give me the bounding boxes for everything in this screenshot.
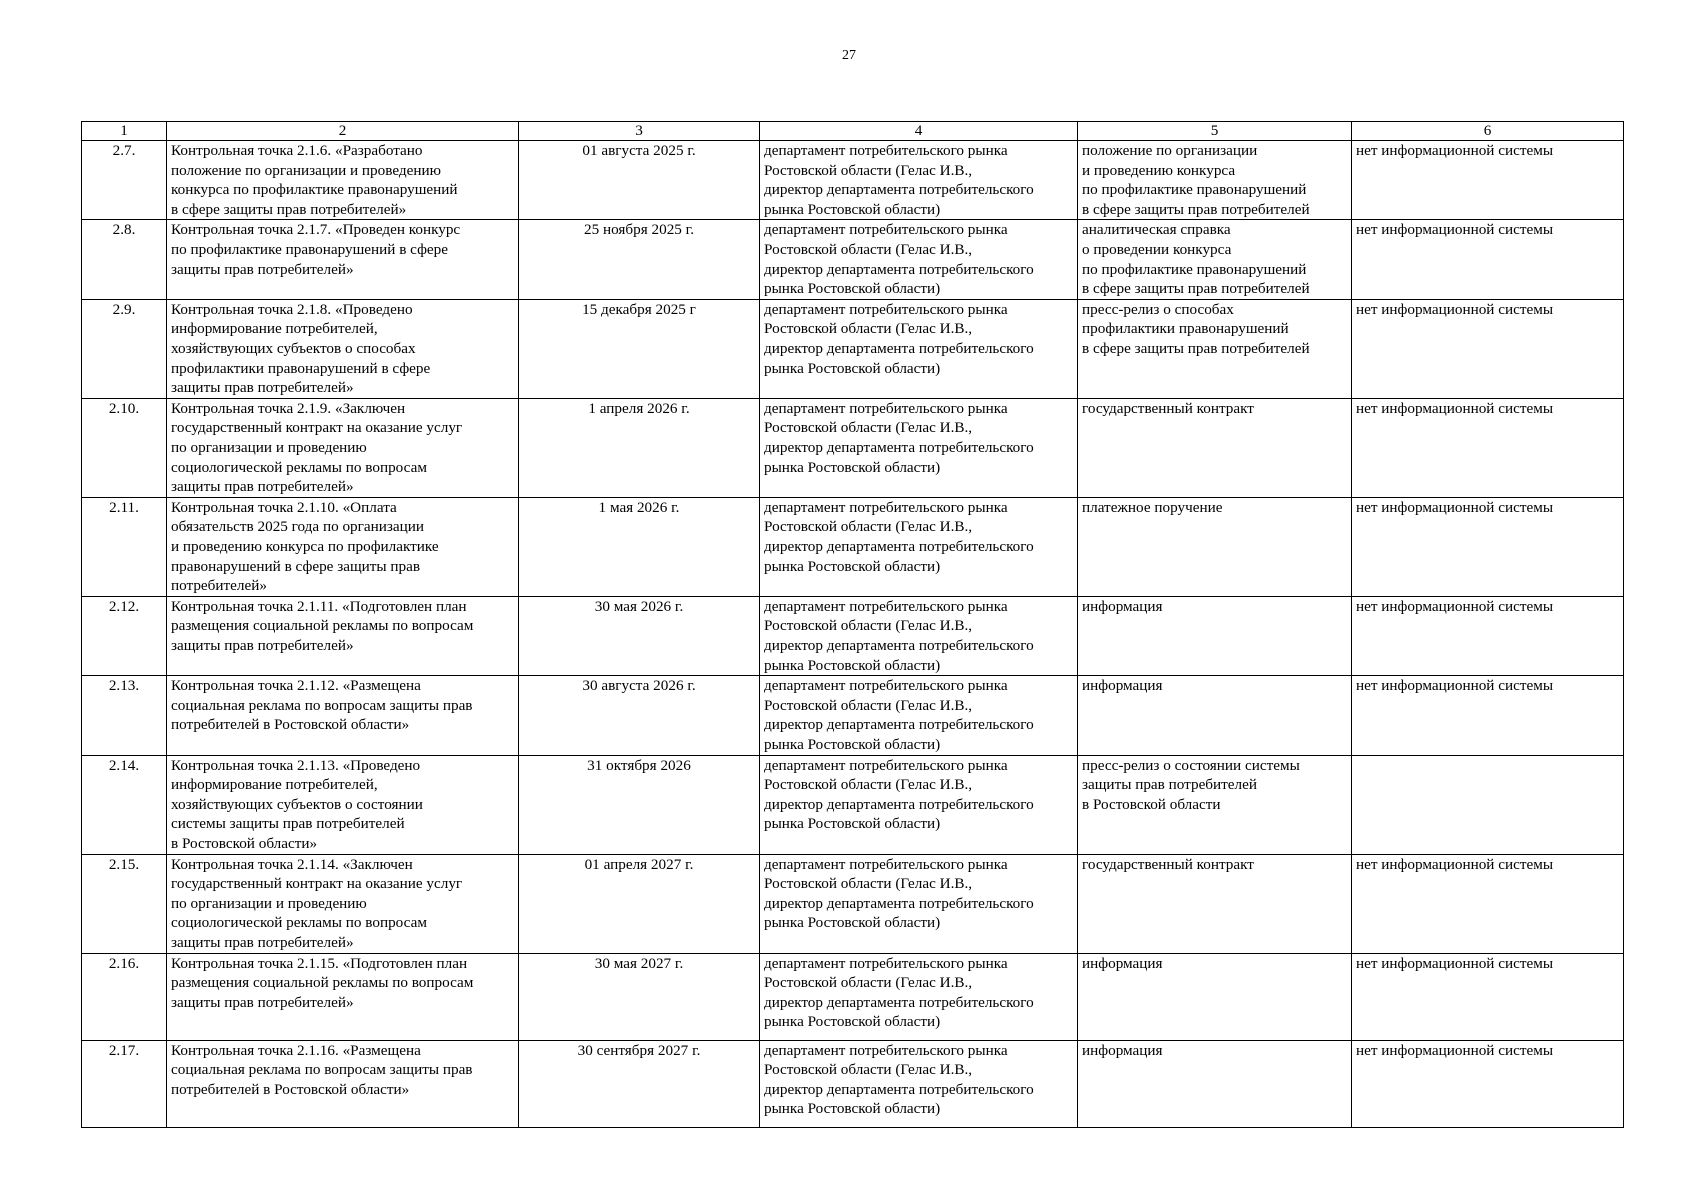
responsible-cell: департамент потребительского рынка Ростовской области (Гелас И.В., директор департамента потребительского рынка Ростовской области)	[760, 299, 1078, 398]
control-point-cell: Контрольная точка 2.1.14. «Заключен государственный контракт на оказание услуг по организации и проведению социологической рекламы по вопросам защиты прав потребителей»	[167, 854, 519, 953]
row-number: 2.13.	[82, 676, 167, 755]
deadline-cell: 15 декабря 2025 г	[519, 299, 760, 398]
table-row	[82, 299, 1624, 398]
control-point-cell: Контрольная точка 2.1.6. «Разработано положение по организации и проведению конкурса по профилактике правонарушений в сфере защиты прав потребителей»	[167, 141, 519, 220]
document-cell: государственный контракт	[1078, 854, 1352, 953]
row-number: 2.14.	[82, 755, 167, 854]
column-header: 6	[1352, 122, 1624, 141]
deadline-cell: 01 апреля 2027 г.	[519, 854, 760, 953]
row-number: 2.16.	[82, 953, 167, 1040]
deadline-cell: 01 августа 2025 г.	[519, 141, 760, 220]
document-cell: информация	[1078, 596, 1352, 675]
deadline-cell: 1 апреля 2026 г.	[519, 398, 760, 497]
responsible-cell: департамент потребительского рынка Ростовской области (Гелас И.В., директор департамента потребительского рынка Ростовской области)	[760, 141, 1078, 220]
control-point-cell: Контрольная точка 2.1.7. «Проведен конкурс по профилактике правонарушений в сфере защиты прав потребителей»	[167, 220, 519, 299]
info-system-cell: нет информационной системы	[1352, 1040, 1624, 1127]
row-number: 2.9.	[82, 299, 167, 398]
column-header: 5	[1078, 122, 1352, 141]
control-point-cell: Контрольная точка 2.1.16. «Размещена социальная реклама по вопросам защиты прав потребителей в Ростовской области»	[167, 1040, 519, 1127]
document-cell: положение по организации и проведению конкурса по профилактике правонарушений в сфере защиты прав потребителей	[1078, 141, 1352, 220]
document-cell: платежное поручение	[1078, 497, 1352, 596]
responsible-cell: департамент потребительского рынка Ростовской области (Гелас И.В., директор департамента потребительского рынка Ростовской области)	[760, 953, 1078, 1040]
table-row	[82, 398, 1624, 497]
control-point-cell: Контрольная точка 2.1.12. «Размещена социальная реклама по вопросам защиты прав потребителей в Ростовской области»	[167, 676, 519, 755]
responsible-cell: департамент потребительского рынка Ростовской области (Гелас И.В., директор департамента потребительского рынка Ростовской области)	[760, 220, 1078, 299]
document-cell: информация	[1078, 1040, 1352, 1127]
control-point-cell: Контрольная точка 2.1.9. «Заключен государственный контракт на оказание услуг по организации и проведению социологической рекламы по вопросам защиты прав потребителей»	[167, 398, 519, 497]
info-system-cell: нет информационной системы	[1352, 854, 1624, 953]
document-cell: государственный контракт	[1078, 398, 1352, 497]
info-system-cell: нет информационной системы	[1352, 596, 1624, 675]
table-row	[82, 141, 1624, 220]
table-row	[82, 1040, 1624, 1127]
responsible-cell: департамент потребительского рынка Ростовской области (Гелас И.В., директор департамента потребительского рынка Ростовской области)	[760, 1040, 1078, 1127]
responsible-cell: департамент потребительского рынка Ростовской области (Гелас И.В., директор департамента потребительского рынка Ростовской области)	[760, 596, 1078, 675]
row-number: 2.15.	[82, 854, 167, 953]
table-row	[82, 755, 1624, 854]
page-number: 27	[842, 48, 856, 63]
table-header	[82, 122, 1624, 141]
table-body	[82, 141, 1624, 1128]
row-number: 2.12.	[82, 596, 167, 675]
document-cell: пресс-релиз о состоянии системы защиты прав потребителей в Ростовской области	[1078, 755, 1352, 854]
deadline-cell: 30 мая 2027 г.	[519, 953, 760, 1040]
control-point-cell: Контрольная точка 2.1.15. «Подготовлен план размещения социальной рекламы по вопросам защиты прав потребителей»	[167, 953, 519, 1040]
table-row	[82, 953, 1624, 1040]
control-points-table	[81, 121, 1624, 1128]
info-system-cell: нет информационной системы	[1352, 497, 1624, 596]
column-header: 2	[167, 122, 519, 141]
column-header: 1	[82, 122, 167, 141]
row-number: 2.11.	[82, 497, 167, 596]
info-system-cell: нет информационной системы	[1352, 141, 1624, 220]
document-cell: пресс-релиз о способах профилактики правонарушений в сфере защиты прав потребителей	[1078, 299, 1352, 398]
row-number: 2.10.	[82, 398, 167, 497]
responsible-cell: департамент потребительского рынка Ростовской области (Гелас И.В., директор департамента потребительского рынка Ростовской области)	[760, 497, 1078, 596]
info-system-cell: нет информационной системы	[1352, 299, 1624, 398]
control-point-cell: Контрольная точка 2.1.8. «Проведено информирование потребителей, хозяйствующих субъектов о способах профилактики правонарушений в сфере защиты прав потребителей»	[167, 299, 519, 398]
column-number-row	[82, 122, 1624, 141]
document-cell: аналитическая справка о проведении конкурса по профилактике правонарушений в сфере защиты прав потребителей	[1078, 220, 1352, 299]
info-system-cell	[1352, 755, 1624, 854]
info-system-cell: нет информационной системы	[1352, 398, 1624, 497]
row-number: 2.17.	[82, 1040, 167, 1127]
table-row	[82, 854, 1624, 953]
document-cell: информация	[1078, 676, 1352, 755]
responsible-cell: департамент потребительского рынка Ростовской области (Гелас И.В., директор департамента потребительского рынка Ростовской области)	[760, 398, 1078, 497]
info-system-cell: нет информационной системы	[1352, 953, 1624, 1040]
deadline-cell: 30 сентября 2027 г.	[519, 1040, 760, 1127]
info-system-cell: нет информационной системы	[1352, 676, 1624, 755]
control-point-cell: Контрольная точка 2.1.13. «Проведено информирование потребителей, хозяйствующих субъектов о состоянии системы защиты прав потребителей в Ростовской области»	[167, 755, 519, 854]
table-row	[82, 497, 1624, 596]
document-cell: информация	[1078, 953, 1352, 1040]
responsible-cell: департамент потребительского рынка Ростовской области (Гелас И.В., директор департамента потребительского рынка Ростовской области)	[760, 854, 1078, 953]
row-number: 2.8.	[82, 220, 167, 299]
deadline-cell: 1 мая 2026 г.	[519, 497, 760, 596]
deadline-cell: 30 августа 2026 г.	[519, 676, 760, 755]
row-number: 2.7.	[82, 141, 167, 220]
deadline-cell: 25 ноября 2025 г.	[519, 220, 760, 299]
table-row	[82, 596, 1624, 675]
control-point-cell: Контрольная точка 2.1.10. «Оплата обязательств 2025 года по организации и проведению конкурса по профилактике правонарушений в сфере защиты прав потребителей»	[167, 497, 519, 596]
column-header: 4	[760, 122, 1078, 141]
deadline-cell: 30 мая 2026 г.	[519, 596, 760, 675]
deadline-cell: 31 октября 2026	[519, 755, 760, 854]
table-row	[82, 676, 1624, 755]
table-row	[82, 220, 1624, 299]
column-header: 3	[519, 122, 760, 141]
info-system-cell: нет информационной системы	[1352, 220, 1624, 299]
responsible-cell: департамент потребительского рынка Ростовской области (Гелас И.В., директор департамента потребительского рынка Ростовской области)	[760, 755, 1078, 854]
responsible-cell: департамент потребительского рынка Ростовской области (Гелас И.В., директор департамента потребительского рынка Ростовской области)	[760, 676, 1078, 755]
control-point-cell: Контрольная точка 2.1.11. «Подготовлен план размещения социальной рекламы по вопросам защиты прав потребителей»	[167, 596, 519, 675]
